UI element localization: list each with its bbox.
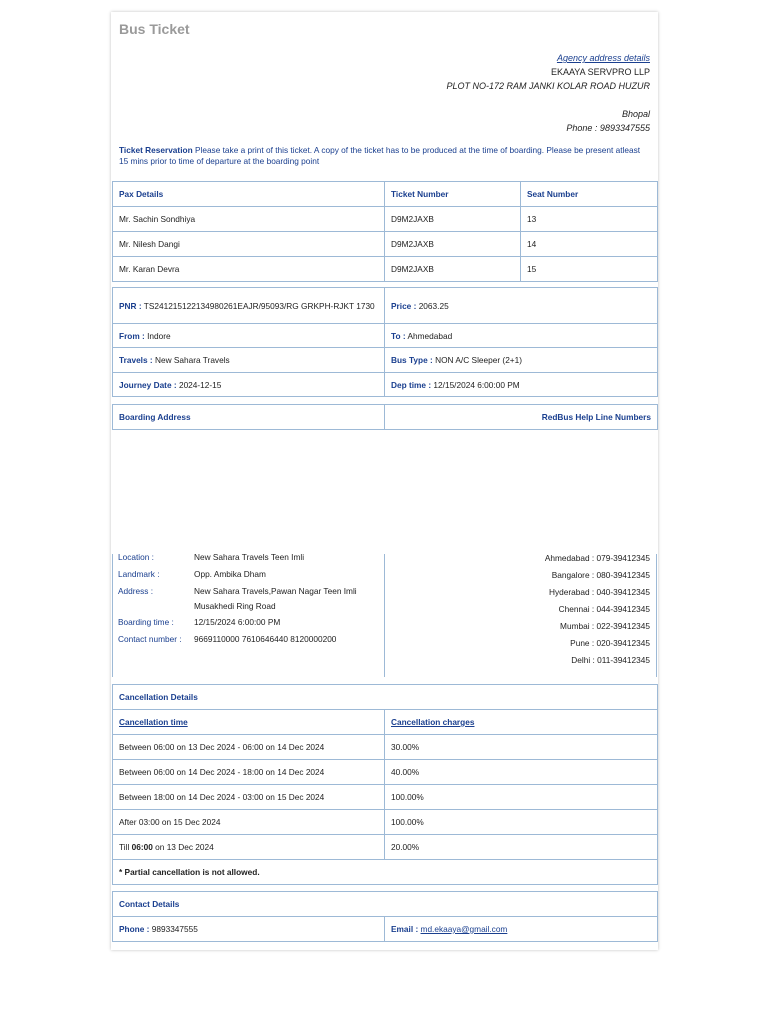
pax-name: Mr. Sachin Sondhiya: [113, 207, 385, 232]
pax-header-row: [113, 182, 658, 207]
reservation-label: Ticket Reservation: [119, 145, 193, 155]
pnr-cell: [113, 288, 385, 324]
pnr-row: [113, 288, 658, 324]
agency-details: [446, 51, 650, 135]
pnr-label: PNR :: [119, 300, 142, 311]
dep-time-value: 12/15/2024 6:00:00 PM: [433, 379, 520, 390]
partial-cancellation-note: * Partial cancellation is not allowed.: [113, 860, 658, 885]
contact-number-row: [118, 631, 379, 648]
table-row: [113, 257, 658, 282]
seat-number: 14: [521, 232, 658, 257]
bus-type-label: Bus Type :: [391, 355, 433, 365]
boarding-time-value: 12/15/2024 6:00:00 PM: [194, 617, 281, 627]
seat-number: 13: [521, 207, 658, 232]
contact-phone-cell: [113, 917, 385, 942]
contact-table: [112, 891, 658, 942]
table-row: [113, 735, 658, 760]
table-row: [113, 207, 658, 232]
address-row: [118, 583, 379, 614]
pnr-value: TS241215122134980261EAJR/95093/RG GRKPH-RJKT 1730: [143, 300, 375, 311]
till-time: 06:00: [131, 842, 153, 852]
ticket-number: D9M2JAXB: [385, 257, 521, 282]
cancellation-note-row: [113, 860, 658, 885]
boarding-header-row: [113, 405, 658, 430]
cancellation-charge: 100.00%: [385, 810, 658, 835]
contact-phone-value: 9893347555: [151, 924, 198, 934]
contact-number-label: Contact number :: [118, 634, 182, 644]
price-label: Price :: [391, 300, 417, 311]
cancellation-time: [113, 835, 385, 860]
cancellation-header-row: [113, 685, 658, 710]
address-label: Address :: [118, 586, 154, 596]
boarding-address-header: Boarding Address: [113, 405, 385, 430]
helpline-item: Chennai : 044-39412345: [558, 604, 650, 614]
helpline-item: Ahmedabad : 079-39412345: [544, 553, 650, 563]
cancellation-columns-row: [113, 710, 658, 735]
agency-name: EKAAYA SERVPRO LLP: [550, 67, 650, 77]
cancellation-time: After 03:00 on 15 Dec 2024: [113, 810, 385, 835]
landmark-value: Opp. Ambika Dham: [194, 569, 266, 579]
agency-city: Bhopal: [621, 109, 650, 119]
contact-email-link[interactable]: md.ekaaya@gmail.com: [420, 924, 508, 934]
to-value: Ahmedabad: [407, 330, 453, 341]
dep-time-label: Dep time :: [391, 379, 432, 390]
cancellation-charge: 100.00%: [385, 785, 658, 810]
contact-email-cell: [385, 917, 658, 942]
journey-date-value: 2024-12-15: [178, 379, 222, 390]
helpline-list: [545, 550, 650, 669]
cancellation-header: Cancellation Details: [113, 685, 658, 710]
boarding-info: [118, 549, 379, 648]
travels-label: Travels :: [119, 355, 153, 365]
table-row: [113, 835, 658, 860]
journey-table: [112, 287, 658, 397]
agency-address: PLOT NO-172 RAM JANKI KOLAR ROAD HUZUR: [446, 81, 650, 91]
till-suffix: on 13 Dec 2024: [155, 842, 214, 852]
cancellation-charges-header: Cancellation charges: [385, 710, 658, 735]
table-row: [113, 232, 658, 257]
travels-cell: [113, 348, 385, 373]
table-row: [113, 760, 658, 785]
helpline-item: Pune : 020-39412345: [570, 638, 650, 648]
cancellation-time-header: Cancellation time: [113, 710, 385, 735]
helpline-item: Mumbai : 022-39412345: [560, 621, 650, 631]
price-cell: [385, 288, 658, 324]
ticket-number: D9M2JAXB: [385, 207, 521, 232]
route-row: [113, 324, 658, 348]
contact-row: [113, 917, 658, 942]
agency-phone: Phone : 9893347555: [566, 123, 650, 133]
to-label: To :: [391, 330, 406, 341]
landmark-label: Landmark :: [118, 569, 160, 579]
location-row: [118, 549, 379, 566]
contact-header: Contact Details: [113, 892, 658, 917]
cancellation-time: Between 06:00 on 13 Dec 2024 - 06:00 on 14 Dec 2024: [113, 735, 385, 760]
from-label: From :: [119, 330, 145, 341]
table-row: [113, 785, 658, 810]
table-row: [113, 810, 658, 835]
pax-name: Mr. Nilesh Dangi: [113, 232, 385, 257]
to-cell: [385, 324, 658, 348]
reservation-text: Please take a print of this ticket. A copy of the ticket has to be produced at the time of boarding. Please be present atleast 15 mins prior to time of departure at the boarding point: [119, 145, 641, 166]
from-value: Indore: [147, 330, 171, 341]
contact-header-row: [113, 892, 658, 917]
till-prefix: Till: [119, 842, 130, 852]
contact-phone-label: Phone :: [119, 924, 150, 934]
address-value: New Sahara Travels,Pawan Nagar Teen Imli Musakhedi Ring Road: [194, 586, 357, 611]
helpline-item: Delhi : 011-39412345: [571, 655, 650, 665]
ticket-number-header: Ticket Number: [385, 182, 521, 207]
helpline-header: RedBus Help Line Numbers: [385, 405, 658, 430]
cancellation-time: Between 18:00 on 14 Dec 2024 - 03:00 on 15 Dec 2024: [113, 785, 385, 810]
bus-type-cell: [385, 348, 658, 373]
cancellation-time: Between 06:00 on 14 Dec 2024 - 18:00 on 14 Dec 2024: [113, 760, 385, 785]
cancellation-charge: 20.00%: [385, 835, 658, 860]
ticket-page: [111, 12, 658, 950]
cancellation-table: [112, 684, 658, 885]
dep-time-cell: [385, 373, 658, 397]
pax-table: [112, 181, 658, 282]
seat-number: 15: [521, 257, 658, 282]
page-title: Bus Ticket: [119, 21, 190, 37]
price-value: 2063.25: [418, 300, 449, 311]
boarding-time-row: [118, 614, 379, 631]
bus-type-value: NON A/C Sleeper (2+1): [435, 355, 523, 365]
travels-value: New Sahara Travels: [154, 355, 230, 365]
cancellation-charge: 30.00%: [385, 735, 658, 760]
location-label: Location :: [118, 552, 154, 562]
journey-date-label: Journey Date :: [119, 379, 177, 390]
agency-address-link[interactable]: Agency address details: [556, 53, 650, 63]
contact-number-value: 9669110000 7610646440 8120000200: [194, 634, 337, 644]
boarding-header-table: [112, 404, 658, 430]
travels-row: [113, 348, 658, 373]
landmark-row: [118, 566, 379, 583]
date-row: [113, 373, 658, 397]
helpline-item: Bangalore : 080-39412345: [551, 570, 650, 580]
seat-number-header: Seat Number: [521, 182, 658, 207]
reservation-note: [119, 145, 651, 167]
cancellation-charge: 40.00%: [385, 760, 658, 785]
helpline-item: Hyderabad : 040-39412345: [548, 587, 650, 597]
location-value: New Sahara Travels Teen Imli: [194, 552, 305, 562]
journey-date-cell: [113, 373, 385, 397]
pax-name: Mr. Karan Devra: [113, 257, 385, 282]
pax-header: Pax Details: [113, 182, 385, 207]
ticket-number: D9M2JAXB: [385, 232, 521, 257]
from-cell: [113, 324, 385, 348]
boarding-time-label: Boarding time :: [118, 617, 174, 627]
contact-email-label: Email :: [391, 924, 419, 934]
